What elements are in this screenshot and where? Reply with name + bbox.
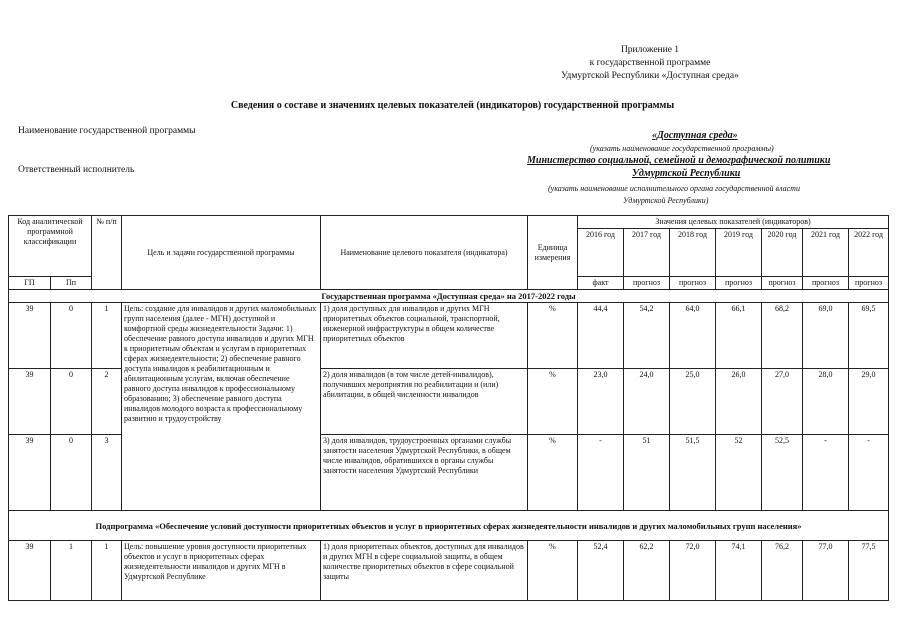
header-values: Значения целевых показателей (индикаторов) — [578, 216, 889, 229]
value-2019: 66,1 — [716, 303, 762, 369]
value-2017: 51 — [624, 435, 670, 511]
appendix-line-1: Приложение 1 — [620, 45, 680, 55]
value-2016: 23,0 — [578, 369, 624, 435]
executor-hint-line-2: Удмуртской Республики) — [623, 196, 709, 205]
kind-2016: факт — [578, 277, 624, 290]
header-number: № п/п — [92, 216, 122, 290]
row-gp: 39 — [9, 369, 51, 435]
unit: % — [528, 303, 578, 369]
row-pp: 0 — [51, 303, 92, 369]
row-number: 1 — [92, 541, 122, 601]
document-title: Сведения о составе и значениях целевых показателей (индикаторов) государственной программы — [230, 100, 675, 111]
value-2017: 24,0 — [624, 369, 670, 435]
row-gp: 39 — [9, 303, 51, 369]
header-gp: ГП — [9, 277, 51, 290]
section-program: Государственная программа «Доступная среда» на 2017-2022 годы — [9, 290, 889, 303]
value-2016: - — [578, 435, 624, 511]
value-2019: 26,0 — [716, 369, 762, 435]
indicator-text: 1) доля приоритетных объектов, доступных для инвалидов и других МГН в сфере социальной защиты, в общем количестве приоритетных объектов в сфере социальной защиты — [321, 541, 528, 601]
goal-text: Цель: создание для инвалидов и других маломобильных групп населения (далее - МГН) доступной и комфортной среды жизнедеятельности Задачи: 1) обеспечение равного доступа инвалидов и других МГН к приоритетным объектам и услугам в приоритетных сферах жизнедеятельности; 2) обеспечение равного доступа инвалидов к реабилитационным и абилитационным услугам, включая обеспечение равного доступа инвалидов к профессиональному образованию; 3) обеспечение равного доступа инвалидов молодого возраста к профессиональному развитию и трудоустройству — [122, 303, 321, 511]
row-gp: 39 — [9, 541, 51, 601]
value-2017: 62,2 — [624, 541, 670, 601]
value-2020: 76,2 — [762, 541, 803, 601]
row-number: 1 — [92, 303, 122, 369]
program-label: Наименование государственной программы — [18, 126, 196, 136]
value-2016: 44,4 — [578, 303, 624, 369]
executor-hint-line-1: (указать наименование исполнительного органа государственной власти — [548, 184, 800, 193]
indicator-text: 2) доля инвалидов (в том числе детей-инвалидов), получивших мероприятия по реабилитации и (или) абилитации, в общей численности инвалидов — [321, 369, 528, 435]
unit: % — [528, 541, 578, 601]
year-2021: 2021 год — [803, 229, 849, 277]
row-pp: 0 — [51, 369, 92, 435]
value-2019: 52 — [716, 435, 762, 511]
table-row — [9, 541, 889, 601]
kind-2020: прогноз — [762, 277, 803, 290]
executor-value-line-1: Министерство социальной, семейной и демографической политики — [527, 155, 831, 166]
row-pp: 0 — [51, 435, 92, 511]
section-subprogram: Подпрограмма «Обеспечение условий доступности приоритетных объектов и услуг в приоритетных сферах жизнедеятельности инвалидов и других маломобильных групп населения» — [9, 511, 889, 541]
value-2022: 29,0 — [849, 369, 889, 435]
row-number: 2 — [92, 369, 122, 435]
executor-label: Ответственный исполнитель — [18, 165, 135, 175]
appendix-line-2: к государственной программе — [589, 58, 711, 68]
year-2022: 2022 год — [849, 229, 889, 277]
unit: % — [528, 435, 578, 511]
value-2021: 69,0 — [803, 303, 849, 369]
value-2017: 54,2 — [624, 303, 670, 369]
year-2018: 2018 год — [670, 229, 716, 277]
value-2022: 69,5 — [849, 303, 889, 369]
executor-value-line-2: Удмуртской Республики — [632, 168, 741, 179]
kind-2022: прогноз — [849, 277, 889, 290]
value-2021: 28,0 — [803, 369, 849, 435]
value-2018: 72,0 — [670, 541, 716, 601]
row-pp: 1 — [51, 541, 92, 601]
header-goal: Цель и задачи государственной программы — [122, 216, 321, 290]
year-2019: 2019 год — [716, 229, 762, 277]
year-2017: 2017 год — [624, 229, 670, 277]
kind-2017: прогноз — [624, 277, 670, 290]
row-gp: 39 — [9, 435, 51, 511]
value-2020: 27,0 — [762, 369, 803, 435]
program-hint: (указать наименование государственной программы) — [590, 144, 774, 153]
unit: % — [528, 369, 578, 435]
indicator-text: 3) доля инвалидов, трудоустроенных органами службы занятости населения Удмуртской Республики, в общем числе инвалидов, обратившихся в органы службы занятости населения Удмуртской Республики — [321, 435, 528, 511]
year-2016: 2016 год — [578, 229, 624, 277]
table-row — [9, 303, 889, 369]
value-2018: 25,0 — [670, 369, 716, 435]
header-code: Код аналитической программной классификации — [9, 216, 92, 277]
value-2021: - — [803, 435, 849, 511]
header-pp: Пп — [51, 277, 92, 290]
value-2021: 77,0 — [803, 541, 849, 601]
header-indicator: Наименование целевого показателя (индикатора) — [321, 216, 528, 290]
program-value: «Доступная среда» — [652, 130, 738, 141]
value-2016: 52,4 — [578, 541, 624, 601]
indicators-table — [8, 215, 889, 601]
value-2022: 77,5 — [849, 541, 889, 601]
header-unit: Единица измерения — [528, 216, 578, 290]
appendix-line-3: Удмуртской Республики «Доступная среда» — [561, 71, 739, 81]
value-2022: - — [849, 435, 889, 511]
kind-2021: прогноз — [803, 277, 849, 290]
value-2020: 68,2 — [762, 303, 803, 369]
value-2018: 51,5 — [670, 435, 716, 511]
value-2018: 64,0 — [670, 303, 716, 369]
indicator-text: 1) доля доступных для инвалидов и других МГН приоритетных объектов социальной, транспортной, инженерной инфраструктуры в общем количестве приоритетных объектов — [321, 303, 528, 369]
value-2020: 52,5 — [762, 435, 803, 511]
year-2020: 2020 год — [762, 229, 803, 277]
goal-text: Цель: повышение уровня доступности приоритетных объектов и услуг в приоритетных сферах жизнедеятельности инвалидов и других МГН в Удмуртской Республике — [122, 541, 321, 601]
row-number: 3 — [92, 435, 122, 511]
kind-2018: прогноз — [670, 277, 716, 290]
value-2019: 74,1 — [716, 541, 762, 601]
appendix-note — [550, 44, 750, 83]
kind-2019: прогноз — [716, 277, 762, 290]
